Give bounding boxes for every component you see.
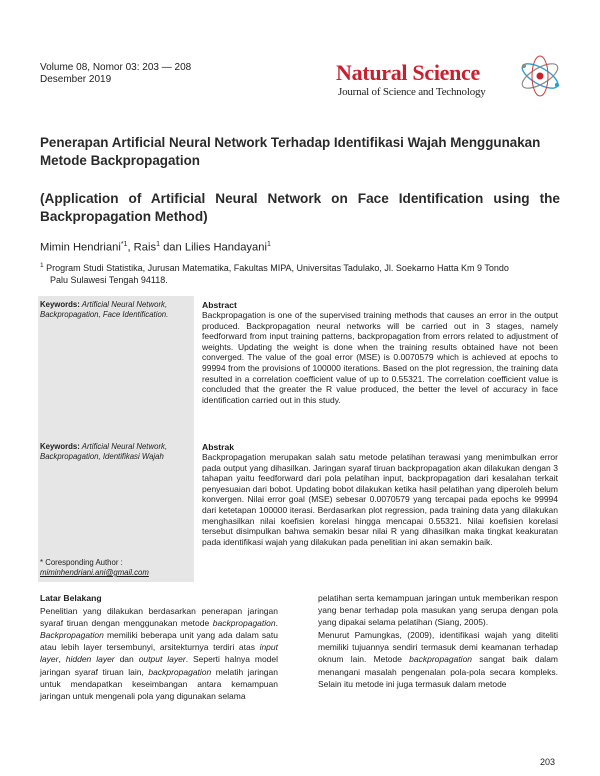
- journal-meta: [40, 62, 191, 86]
- section-heading: Latar Belakang: [40, 593, 102, 603]
- author-1-sup: *1: [120, 241, 128, 248]
- text-run: . Seperti halnya model jaringan syaraf tiruan lain,: [40, 654, 279, 677]
- body-paragraph-3: [318, 629, 558, 689]
- page-number: 203: [540, 757, 556, 767]
- affiliation-sup: 1: [40, 262, 44, 269]
- keywords-indonesian: [40, 442, 190, 461]
- affiliation: [40, 260, 560, 286]
- abstract-en-body: Backpropagation is one of the supervised training methods that causes an error in the output produced. Backpropagation neural networks will be carried out in 3 stages, namely feedforward from input training patterns, backpropagation from errors related to adjustment of weights. Updating the weight is done when the training results obtained have not been converged. The value of the goal error (MSE) is 0.0070579 which is achieved at epochs to 99994 from the provisions of 100000 iterations. Based on the plot regression, the training data resulted in a correlation coefficient value of up to 0.55321. The correlation coefficient value is concluded that the greater the R value produced, the better the level of accuracy in face identification carried out in this study.: [202, 310, 558, 405]
- keywords-en-label: Keywords:: [40, 300, 80, 309]
- text-run: ,: [58, 654, 66, 665]
- abstract-english: [202, 300, 558, 405]
- body-paragraph-2: pelatihan serta kemampuan jaringan untuk memberikan respon yang benar terhadap pola masukan yang serupa dengan pola yang dipakai selama pelatihan (Siang, 2005).: [318, 593, 558, 628]
- issue-date: Desember 2019: [40, 74, 112, 85]
- affiliation-line-2: Palu Sulawesi Tengah 94118.: [50, 274, 168, 285]
- abstract-indonesian: [202, 442, 558, 547]
- text-run-italic: backpropagation: [409, 654, 473, 665]
- text-run: Menurut Pamungkas, (2009), identifikasi wajah yang diteliti memiliki tujuannya sendiri termasuk demi keamanan terhadap oknum lain. Metode: [318, 630, 558, 665]
- body-column-left: [40, 592, 278, 702]
- keywords-id-label: Keywords:: [40, 442, 80, 451]
- molecule-icon: [516, 52, 564, 100]
- keywords-english: [40, 300, 190, 319]
- logo-title: Natural Science: [336, 60, 480, 85]
- volume-info: Volume 08, Nomor 03: 203 — 208: [40, 62, 192, 73]
- author-list: [40, 241, 271, 254]
- corresponding-email-link[interactable]: miminhendriani.ani@gmail.com: [40, 568, 149, 577]
- text-run-italic: Backpropagation: [40, 630, 104, 641]
- text-run-italic: backpropagation: [148, 666, 212, 677]
- corresponding-label: * Coresponding Author :: [40, 558, 123, 567]
- text-run: .: [275, 618, 278, 629]
- body-column-right: [318, 592, 558, 690]
- text-run: melatih jaringan untuk mendapatkan keseimbangan antara kemampuan jaringan untuk mengenali pola yang digunakan selama: [40, 666, 278, 701]
- text-run-italic: output layer: [138, 654, 186, 665]
- text-run: Penelitian yang dilakukan berdasarkan penerapan jaringan syaraf tiruan dengan menggunakan metode: [40, 606, 278, 629]
- text-run-italic: backpropagation: [212, 618, 276, 629]
- author-2: , Rais: [127, 241, 157, 254]
- affiliation-line-1: Program Studi Statistika, Jurusan Matematika, Fakultas MIPA, Universitas Tadulako, Jl. Soekarno Hatta Km 9 Tondo: [43, 263, 509, 273]
- abstract-en-heading: Abstract: [202, 300, 237, 310]
- keywords-sidebar: [38, 296, 194, 582]
- keywords-id-text: Artificial Neural Network, Backpropagation, Identifikasi Wajah: [40, 442, 168, 461]
- paper-title-english: (Application of Artificial Neural Network on Face Identification using the Backpropagation Method): [40, 191, 560, 224]
- text-run: sangat baik dalam menangani masalah pengenalan pola-pola secara kompleks. Selain itu metode ini juga termasuk dalam metode: [318, 654, 558, 689]
- text-run-italic: input layer: [40, 642, 278, 665]
- corresponding-author: [40, 558, 149, 578]
- body-paragraph-1: [40, 605, 278, 702]
- author-1: Mimin Hendriani: [40, 241, 121, 254]
- text-run: memiliki beberapa unit yang ada dalam satu atau lebih layer tersembunyi, arsitekturnya terdiri atas: [40, 630, 278, 653]
- author-3: dan Lilies Handayani: [159, 241, 267, 254]
- abstract-id-heading: Abstrak: [202, 442, 234, 452]
- logo-subtitle: Journal of Science and Technology: [338, 86, 486, 98]
- text-run: dan: [114, 654, 139, 665]
- keywords-en-text: Artificial Neural Network, Backpropagation, Face Identification.: [40, 300, 169, 319]
- text-run-italic: hidden layer: [65, 654, 115, 665]
- author-2-sup: 1: [156, 241, 160, 248]
- paper-title-indonesian: Penerapan Artificial Neural Network Terhadap Identifikasi Wajah Menggunakan Metode Backpropagation: [40, 135, 541, 168]
- journal-logo: [336, 60, 562, 106]
- abstract-id-body: Backpropagation merupakan salah satu metode pelatihan terawasi yang menimbulkan error pada output yang dihasilkan. Jaringan syaraf tiruan backpropagation akan dilakukan dengan 3 tahapan yaitu feedforward dari pola pelatihan input, backpropagation dari kesalahan terkait penyesuaian dari bobot. Updating bobot dilakukan ketika hasil pelatihan yang diperoleh belum konvergen. Nilai error goal (MSE) sebesar 0.0070579 yang tercapai pada epochs ke 99994 dari ketetapan 100000 iterasi. Berdasarkan plot regression, pada training data yang dilakukan menghasilkan nilai koefisien korelasi hingga mencapai 0.55321. Nilai koefisien korelasi tersebut disimpulkan bahwa semakin besar nilai R yang dihasilkan maka tingkat keakuratan pada identifikasi wajah yang dilakukan pada penelitian ini akan semakin baik.: [202, 452, 558, 547]
- author-3-sup: 1: [266, 241, 271, 248]
